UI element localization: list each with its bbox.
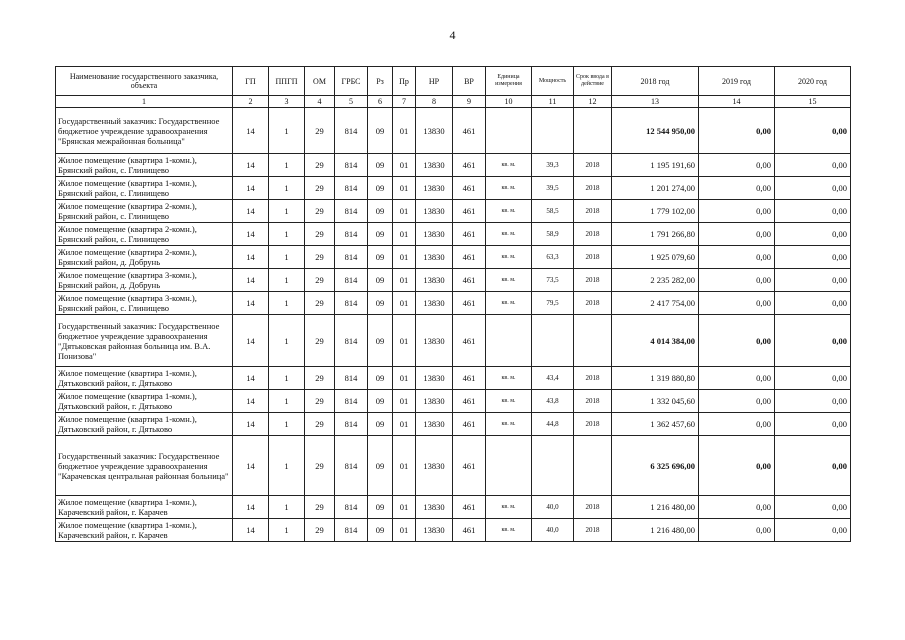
col-header-term: Срок ввода в действие	[574, 67, 612, 96]
col-number: 3	[269, 96, 305, 108]
om-cell: 29	[305, 315, 335, 367]
term-cell: 2018	[574, 246, 612, 269]
vr-cell: 461	[453, 436, 486, 496]
gp-cell: 14	[233, 200, 269, 223]
amount-2018-cell: 1 201 274,00	[612, 177, 699, 200]
amount-2020-cell: 0,00	[775, 315, 851, 367]
gp-cell: 14	[233, 496, 269, 519]
om-cell: 29	[305, 154, 335, 177]
amount-2018-cell: 1 779 102,00	[612, 200, 699, 223]
amount-2018-cell: 1 216 480,00	[612, 519, 699, 542]
term-cell	[574, 315, 612, 367]
nr-cell: 13830	[416, 390, 453, 413]
om-cell: 29	[305, 390, 335, 413]
nr-cell: 13830	[416, 292, 453, 315]
ppgp-cell: 1	[269, 177, 305, 200]
nr-cell: 13830	[416, 519, 453, 542]
name-cell: Государственный заказчик: Государственное бюджетное учреждение здравоохранения "Дятьковская районная больница им. В.А. Понизова"	[56, 315, 233, 367]
table-row	[56, 269, 851, 292]
header-row	[56, 67, 851, 96]
table-body	[56, 108, 851, 542]
rz-cell: 09	[368, 496, 393, 519]
ppgp-cell: 1	[269, 519, 305, 542]
col-header-2020: 2020 год	[775, 67, 851, 96]
amount-2019-cell: 0,00	[699, 154, 775, 177]
pr-cell: 01	[393, 177, 416, 200]
rz-cell: 09	[368, 436, 393, 496]
amount-2018-cell: 6 325 696,00	[612, 436, 699, 496]
amount-2020-cell: 0,00	[775, 246, 851, 269]
term-cell: 2018	[574, 154, 612, 177]
col-number: 13	[612, 96, 699, 108]
amount-2018-cell: 1 195 191,60	[612, 154, 699, 177]
ppgp-cell: 1	[269, 496, 305, 519]
nr-cell: 13830	[416, 177, 453, 200]
customer-row	[56, 315, 851, 367]
grbs-cell: 814	[335, 496, 368, 519]
grbs-cell: 814	[335, 269, 368, 292]
rz-cell: 09	[368, 367, 393, 390]
term-cell: 2018	[574, 223, 612, 246]
pr-cell: 01	[393, 200, 416, 223]
budget-table	[55, 66, 851, 542]
ppgp-cell: 1	[269, 200, 305, 223]
grbs-cell: 814	[335, 367, 368, 390]
gp-cell: 14	[233, 367, 269, 390]
amount-2018-cell: 1 216 480,00	[612, 496, 699, 519]
name-cell: Жилое помещение (квартира 1-комн.), Дятьковский район, г. Дятьково	[56, 367, 233, 390]
amount-2018-cell: 1 791 266,80	[612, 223, 699, 246]
term-cell	[574, 108, 612, 154]
grbs-cell: 814	[335, 154, 368, 177]
amount-2020-cell: 0,00	[775, 223, 851, 246]
unit-cell: кв. м.	[486, 246, 532, 269]
unit-cell: кв. м.	[486, 223, 532, 246]
name-cell: Жилое помещение (квартира 2-комн.), Брянский район, с. Глинищево	[56, 200, 233, 223]
unit-cell: кв. м.	[486, 413, 532, 436]
nr-cell: 13830	[416, 413, 453, 436]
amount-2019-cell: 0,00	[699, 269, 775, 292]
col-number: 5	[335, 96, 368, 108]
ppgp-cell: 1	[269, 108, 305, 154]
col-number: 7	[393, 96, 416, 108]
col-number: 9	[453, 96, 486, 108]
amount-2018-cell: 2 235 282,00	[612, 269, 699, 292]
grbs-cell: 814	[335, 246, 368, 269]
rz-cell: 09	[368, 246, 393, 269]
pr-cell: 01	[393, 496, 416, 519]
name-cell: Государственный заказчик: Государственное бюджетное учреждение здравоохранения "Брянская межрайонная больница"	[56, 108, 233, 154]
name-cell: Жилое помещение (квартира 3-комн.), Брянский район, д. Добрунь	[56, 269, 233, 292]
amount-2019-cell: 0,00	[699, 315, 775, 367]
col-number: 12	[574, 96, 612, 108]
col-header-om: ОМ	[305, 67, 335, 96]
gp-cell: 14	[233, 269, 269, 292]
pr-cell: 01	[393, 269, 416, 292]
om-cell: 29	[305, 413, 335, 436]
gp-cell: 14	[233, 390, 269, 413]
term-cell	[574, 436, 612, 496]
pr-cell: 01	[393, 390, 416, 413]
om-cell: 29	[305, 223, 335, 246]
gp-cell: 14	[233, 108, 269, 154]
ppgp-cell: 1	[269, 315, 305, 367]
power-cell: 39,5	[532, 177, 574, 200]
nr-cell: 13830	[416, 154, 453, 177]
rz-cell: 09	[368, 519, 393, 542]
term-cell: 2018	[574, 292, 612, 315]
unit-cell	[486, 436, 532, 496]
power-cell: 43,4	[532, 367, 574, 390]
ppgp-cell: 1	[269, 223, 305, 246]
rz-cell: 09	[368, 154, 393, 177]
col-number: 4	[305, 96, 335, 108]
col-number: 8	[416, 96, 453, 108]
term-cell: 2018	[574, 177, 612, 200]
amount-2018-cell: 4 014 384,00	[612, 315, 699, 367]
power-cell: 79,5	[532, 292, 574, 315]
nr-cell: 13830	[416, 436, 453, 496]
table-row	[56, 413, 851, 436]
nr-cell: 13830	[416, 315, 453, 367]
pr-cell: 01	[393, 108, 416, 154]
table-row	[56, 177, 851, 200]
amount-2019-cell: 0,00	[699, 436, 775, 496]
om-cell: 29	[305, 436, 335, 496]
term-cell: 2018	[574, 269, 612, 292]
unit-cell: кв. м.	[486, 292, 532, 315]
rz-cell: 09	[368, 223, 393, 246]
nr-cell: 13830	[416, 367, 453, 390]
vr-cell: 461	[453, 200, 486, 223]
col-header-ppgp: ППГП	[269, 67, 305, 96]
grbs-cell: 814	[335, 177, 368, 200]
term-cell: 2018	[574, 200, 612, 223]
amount-2019-cell: 0,00	[699, 223, 775, 246]
col-number: 2	[233, 96, 269, 108]
om-cell: 29	[305, 177, 335, 200]
gp-cell: 14	[233, 246, 269, 269]
col-number: 15	[775, 96, 851, 108]
rz-cell: 09	[368, 269, 393, 292]
pr-cell: 01	[393, 246, 416, 269]
grbs-cell: 814	[335, 223, 368, 246]
power-cell: 63,3	[532, 246, 574, 269]
ppgp-cell: 1	[269, 413, 305, 436]
grbs-cell: 814	[335, 108, 368, 154]
table-row	[56, 367, 851, 390]
rz-cell: 09	[368, 200, 393, 223]
amount-2020-cell: 0,00	[775, 436, 851, 496]
om-cell: 29	[305, 200, 335, 223]
term-cell: 2018	[574, 519, 612, 542]
gp-cell: 14	[233, 436, 269, 496]
term-cell: 2018	[574, 413, 612, 436]
col-header-grbs: ГРБС	[335, 67, 368, 96]
col-header-2018: 2018 год	[612, 67, 699, 96]
unit-cell	[486, 315, 532, 367]
gp-cell: 14	[233, 315, 269, 367]
rz-cell: 09	[368, 108, 393, 154]
col-header-rz: Рз	[368, 67, 393, 96]
vr-cell: 461	[453, 519, 486, 542]
amount-2019-cell: 0,00	[699, 496, 775, 519]
grbs-cell: 814	[335, 413, 368, 436]
amount-2020-cell: 0,00	[775, 108, 851, 154]
pr-cell: 01	[393, 436, 416, 496]
amount-2020-cell: 0,00	[775, 390, 851, 413]
pr-cell: 01	[393, 367, 416, 390]
col-header-gp: ГП	[233, 67, 269, 96]
col-number: 1	[56, 96, 233, 108]
col-header-nr: НР	[416, 67, 453, 96]
om-cell: 29	[305, 367, 335, 390]
gp-cell: 14	[233, 223, 269, 246]
customer-row	[56, 108, 851, 154]
name-cell: Жилое помещение (квартира 1-комн.), Брянский район, с. Глинищево	[56, 154, 233, 177]
amount-2020-cell: 0,00	[775, 519, 851, 542]
unit-cell: кв. м.	[486, 269, 532, 292]
power-cell: 43,8	[532, 390, 574, 413]
unit-cell: кв. м.	[486, 177, 532, 200]
table-row	[56, 519, 851, 542]
nr-cell: 13830	[416, 200, 453, 223]
vr-cell: 461	[453, 390, 486, 413]
amount-2019-cell: 0,00	[699, 519, 775, 542]
col-number: 6	[368, 96, 393, 108]
gp-cell: 14	[233, 292, 269, 315]
pr-cell: 01	[393, 519, 416, 542]
table-row	[56, 246, 851, 269]
table-row	[56, 390, 851, 413]
gp-cell: 14	[233, 519, 269, 542]
unit-cell: кв. м.	[486, 367, 532, 390]
rz-cell: 09	[368, 390, 393, 413]
gp-cell: 14	[233, 154, 269, 177]
name-cell: Жилое помещение (квартира 1-комн.), Брянский район, с. Глинищево	[56, 177, 233, 200]
amount-2020-cell: 0,00	[775, 154, 851, 177]
name-cell: Жилое помещение (квартира 1-комн.), Карачевский район, г. Карачев	[56, 496, 233, 519]
ppgp-cell: 1	[269, 154, 305, 177]
unit-cell: кв. м.	[486, 200, 532, 223]
rz-cell: 09	[368, 177, 393, 200]
power-cell: 58,5	[532, 200, 574, 223]
unit-cell: кв. м.	[486, 519, 532, 542]
vr-cell: 461	[453, 496, 486, 519]
col-header-name: Наименование государственного заказчика, объекта	[56, 67, 233, 96]
amount-2018-cell: 12 544 950,00	[612, 108, 699, 154]
vr-cell: 461	[453, 108, 486, 154]
rz-cell: 09	[368, 292, 393, 315]
power-cell	[532, 315, 574, 367]
name-cell: Жилое помещение (квартира 2-комн.), Брянский район, д. Добрунь	[56, 246, 233, 269]
table-row	[56, 154, 851, 177]
power-cell: 73,5	[532, 269, 574, 292]
col-number: 14	[699, 96, 775, 108]
name-cell: Жилое помещение (квартира 1-комн.), Дятьковский район, г. Дятьково	[56, 390, 233, 413]
amount-2019-cell: 0,00	[699, 367, 775, 390]
name-cell: Жилое помещение (квартира 1-комн.), Карачевский район, г. Карачев	[56, 519, 233, 542]
vr-cell: 461	[453, 154, 486, 177]
ppgp-cell: 1	[269, 246, 305, 269]
ppgp-cell: 1	[269, 367, 305, 390]
amount-2019-cell: 0,00	[699, 108, 775, 154]
om-cell: 29	[305, 496, 335, 519]
amount-2019-cell: 0,00	[699, 413, 775, 436]
pr-cell: 01	[393, 223, 416, 246]
grbs-cell: 814	[335, 315, 368, 367]
amount-2019-cell: 0,00	[699, 390, 775, 413]
power-cell: 58,9	[532, 223, 574, 246]
vr-cell: 461	[453, 246, 486, 269]
pr-cell: 01	[393, 292, 416, 315]
nr-cell: 13830	[416, 269, 453, 292]
table-row	[56, 200, 851, 223]
rz-cell: 09	[368, 315, 393, 367]
page-number: 4	[449, 28, 456, 42]
ppgp-cell: 1	[269, 269, 305, 292]
ppgp-cell: 1	[269, 390, 305, 413]
name-cell: Жилое помещение (квартира 1-комн.), Дятьковский район, г. Дятьково	[56, 413, 233, 436]
grbs-cell: 814	[335, 292, 368, 315]
col-number: 10	[486, 96, 532, 108]
table-row	[56, 496, 851, 519]
col-number: 11	[532, 96, 574, 108]
om-cell: 29	[305, 269, 335, 292]
amount-2018-cell: 1 319 880,80	[612, 367, 699, 390]
om-cell: 29	[305, 519, 335, 542]
amount-2018-cell: 2 417 754,00	[612, 292, 699, 315]
unit-cell	[486, 108, 532, 154]
amount-2018-cell: 1 925 079,60	[612, 246, 699, 269]
vr-cell: 461	[453, 177, 486, 200]
col-header-vr: ВР	[453, 67, 486, 96]
column-number-row	[56, 96, 851, 108]
ppgp-cell: 1	[269, 292, 305, 315]
amount-2020-cell: 0,00	[775, 292, 851, 315]
amount-2019-cell: 0,00	[699, 200, 775, 223]
pr-cell: 01	[393, 413, 416, 436]
vr-cell: 461	[453, 367, 486, 390]
om-cell: 29	[305, 292, 335, 315]
power-cell: 39,3	[532, 154, 574, 177]
ppgp-cell: 1	[269, 436, 305, 496]
power-cell	[532, 436, 574, 496]
amount-2020-cell: 0,00	[775, 269, 851, 292]
amount-2019-cell: 0,00	[699, 292, 775, 315]
name-cell: Жилое помещение (квартира 3-комн.), Брянский район, с. Глинищево	[56, 292, 233, 315]
table-row	[56, 223, 851, 246]
vr-cell: 461	[453, 315, 486, 367]
om-cell: 29	[305, 108, 335, 154]
gp-cell: 14	[233, 177, 269, 200]
vr-cell: 461	[453, 292, 486, 315]
name-cell: Государственный заказчик: Государственное бюджетное учреждение здравоохранения "Карачевская центральная районная больница"	[56, 436, 233, 496]
om-cell: 29	[305, 246, 335, 269]
name-cell: Жилое помещение (квартира 2-комн.), Брянский район, с. Глинищево	[56, 223, 233, 246]
vr-cell: 461	[453, 269, 486, 292]
amount-2018-cell: 1 332 045,60	[612, 390, 699, 413]
customer-row	[56, 436, 851, 496]
pr-cell: 01	[393, 315, 416, 367]
nr-cell: 13830	[416, 496, 453, 519]
vr-cell: 461	[453, 413, 486, 436]
power-cell: 40,0	[532, 519, 574, 542]
amount-2018-cell: 1 362 457,60	[612, 413, 699, 436]
grbs-cell: 814	[335, 200, 368, 223]
amount-2019-cell: 0,00	[699, 246, 775, 269]
unit-cell: кв. м.	[486, 496, 532, 519]
unit-cell: кв. м.	[486, 154, 532, 177]
amount-2020-cell: 0,00	[775, 200, 851, 223]
col-header-power: Мощность	[532, 67, 574, 96]
grbs-cell: 814	[335, 390, 368, 413]
amount-2020-cell: 0,00	[775, 496, 851, 519]
vr-cell: 461	[453, 223, 486, 246]
grbs-cell: 814	[335, 436, 368, 496]
nr-cell: 13830	[416, 246, 453, 269]
term-cell: 2018	[574, 390, 612, 413]
col-header-unit: Единица измерения	[486, 67, 532, 96]
amount-2019-cell: 0,00	[699, 177, 775, 200]
power-cell: 44,8	[532, 413, 574, 436]
nr-cell: 13830	[416, 108, 453, 154]
power-cell: 40,0	[532, 496, 574, 519]
amount-2020-cell: 0,00	[775, 413, 851, 436]
term-cell: 2018	[574, 367, 612, 390]
pr-cell: 01	[393, 154, 416, 177]
unit-cell: кв. м.	[486, 390, 532, 413]
col-header-2019: 2019 год	[699, 67, 775, 96]
amount-2020-cell: 0,00	[775, 177, 851, 200]
table-row	[56, 292, 851, 315]
nr-cell: 13830	[416, 223, 453, 246]
gp-cell: 14	[233, 413, 269, 436]
power-cell	[532, 108, 574, 154]
amount-2020-cell: 0,00	[775, 367, 851, 390]
grbs-cell: 814	[335, 519, 368, 542]
col-header-pr: Пр	[393, 67, 416, 96]
term-cell: 2018	[574, 496, 612, 519]
rz-cell: 09	[368, 413, 393, 436]
